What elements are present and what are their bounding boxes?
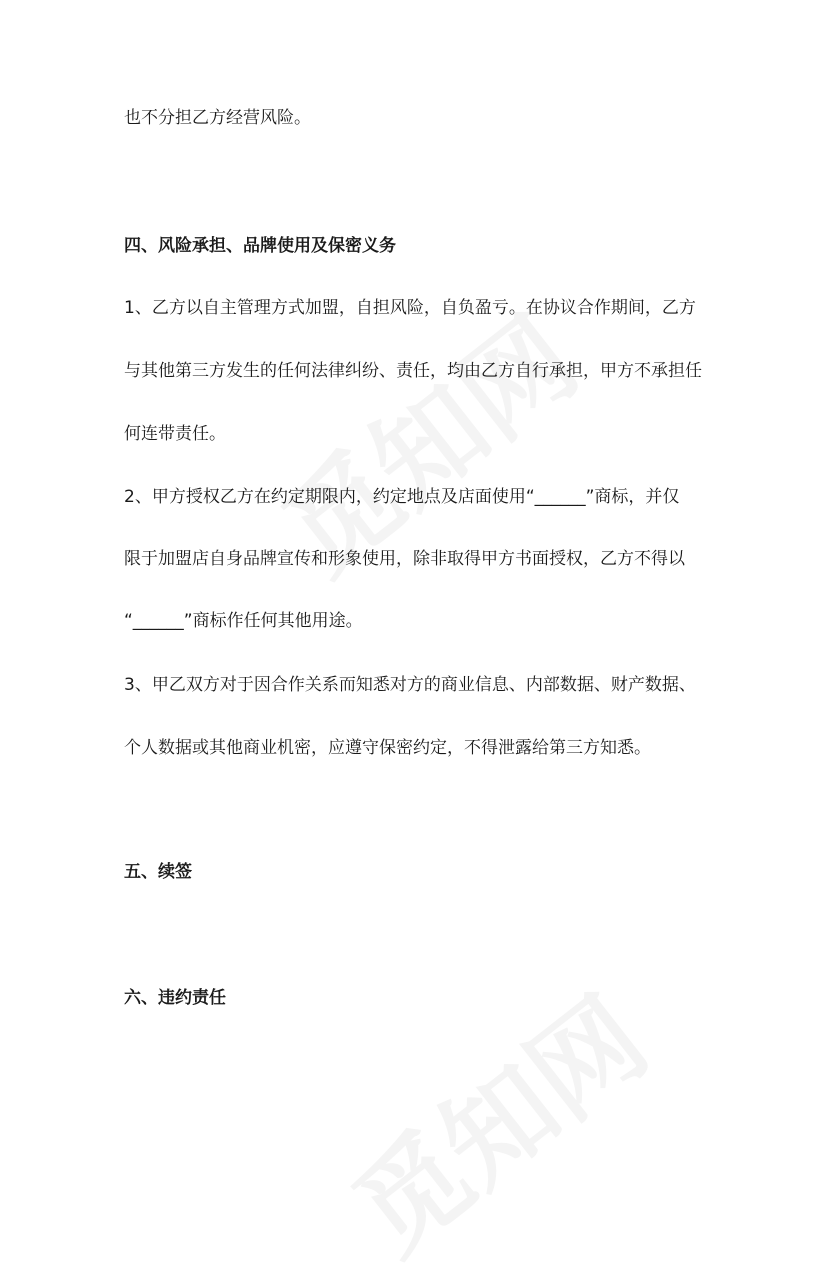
paragraph-line: 何连带责任。 — [124, 424, 226, 444]
paragraph-line: 也不分担乙方经营风险。 — [124, 108, 311, 128]
section-heading-4: 四、风险承担、品牌使用及保密义务 — [124, 236, 396, 256]
section-heading-5: 五、续签 — [124, 862, 192, 882]
section-heading-6: 六、违约责任 — [124, 988, 226, 1008]
paragraph-line: 限于加盟店自身品牌宣传和形象使用，除非取得甲方书面授权，乙方不得以 — [124, 549, 685, 569]
paragraph-line: 2、甲方授权乙方在约定期限内，约定地点及店面使用“______”商标，并仅 — [124, 487, 680, 507]
paragraph-line: 1、乙方以自主管理方式加盟，自担风险，自负盈亏。在协议合作期间，乙方 — [124, 298, 696, 318]
paragraph-line: 3、甲乙双方对于因合作关系而知悉对方的商业信息、内部数据、财产数据、 — [124, 675, 696, 695]
paragraph-line: 个人数据或其他商业机密，应遵守保密约定，不得泄露给第三方知悉。 — [124, 738, 651, 758]
paragraph-line: “______”商标作任何其他用途。 — [124, 611, 363, 631]
paragraph-line: 与其他第三方发生的任何法律纠纷、责任，均由乙方自行承担，甲方不承担任 — [124, 361, 702, 381]
watermark — [316, 955, 673, 1283]
